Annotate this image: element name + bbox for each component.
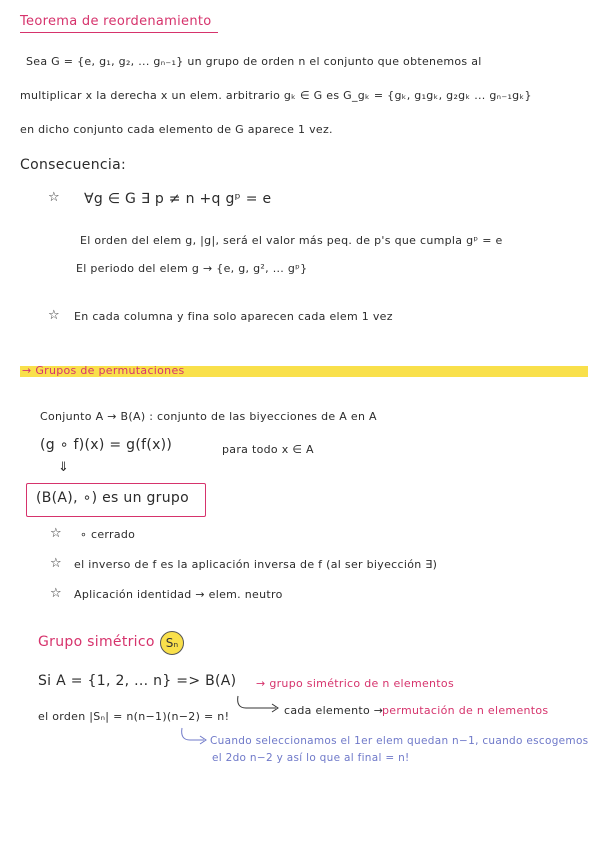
note-arrow-icon [176,726,210,746]
theorem-line-2: multiplicar x la derecha x un elem. arbitrario gₖ ∈ G es G_gₖ = {gₖ, g₁gₖ, g₂gₖ ... gₙ₋₁gₖ} [20,89,532,102]
prop-closed: ∘ cerrado [80,528,136,541]
symmetric-line-1: Si A = {1, 2, ... n} => B(A) [38,673,237,689]
order-line: el orden |Sₙ| = n(n−1)(n−2) = n! [38,710,230,723]
page-title: Teorema de reordenamiento [20,14,212,29]
note-line-2: el 2do n−2 y así lo que al final = n! [212,752,410,764]
symmetric-heading: Grupo simétrico [38,634,155,650]
sn-symbol: Sₙ [160,631,184,655]
star-icon: ☆ [50,586,62,601]
permutation-label: permutación de n elementos [382,704,549,717]
for-all-text: para todo x ∈ A [222,443,314,456]
consequence-item-1: ∀g ∈ G ∃ p ≠ n +q gᵖ = e [84,191,272,207]
composition-formula: (g ∘ f)(x) = g(f(x)) [40,437,173,453]
permutations-heading: → Grupos de permutaciones [22,364,185,377]
group-box-text: (B(A), ∘) es un grupo [36,490,189,506]
implies-arrow-icon: ⇓ [58,460,69,475]
consequence-item-1-sub-1: El orden del elem g, |g|, será el valor más peq. de p's que cumpla gᵖ = e [80,234,503,247]
star-icon: ☆ [50,526,62,541]
theorem-line-1: Sea G = {e, g₁, g₂, ... gₙ₋₁} un grupo de orden n el conjunto que obtenemos al [26,55,482,68]
consequence-heading: Consecuencia: [20,157,126,173]
star-icon: ☆ [48,190,60,205]
consequence-item-2: En cada columna y fina solo aparecen cada elem 1 vez [74,310,393,323]
title-underline [20,32,218,33]
star-icon: ☆ [48,308,60,323]
permutations-set-line: Conjunto A → B(A) : conjunto de las biyecciones de A en A [40,410,377,423]
hook-arrow-icon [232,694,282,714]
star-icon: ☆ [50,556,62,571]
prop-inverse: el inverso de f es la aplicación inversa de f (al ser biyección ∃) [74,558,438,571]
element-line-label: cada elemento → [284,704,384,717]
prop-identity: Aplicación identidad → elem. neutro [74,588,283,601]
consequence-item-1-sub-2: El periodo del elem g → {e, g, g², ... gᵖ} [76,262,308,275]
symmetric-line-1-label: → grupo simétrico de n elementos [256,677,454,690]
note-line-1: Cuando seleccionamos el 1er elem quedan n−1, cuando escogemos [210,735,589,747]
theorem-line-3: en dicho conjunto cada elemento de G aparece 1 vez. [20,123,333,136]
